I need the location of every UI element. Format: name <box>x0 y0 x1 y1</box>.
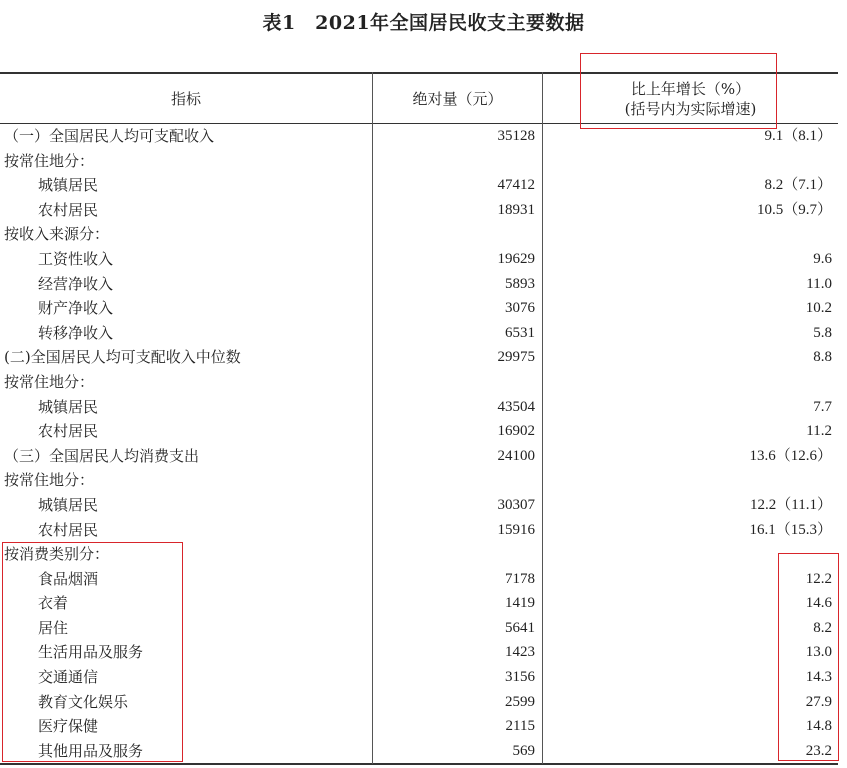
header-indicator: 指标 <box>170 89 201 108</box>
row-label: 衣着 <box>38 594 69 613</box>
table-row <box>0 468 838 493</box>
header-growth <box>543 74 838 123</box>
row-label: （一）全国居民人均可支配收入 <box>4 127 215 145</box>
row-growth: 13.6（12.6） <box>749 447 832 464</box>
row-label: 城镇居民 <box>38 176 99 195</box>
row-label: 农村居民 <box>38 422 99 441</box>
row-amount: 16902 <box>497 423 535 440</box>
table-row <box>0 149 838 174</box>
header-growth-line1: 比上年增长（%） <box>630 79 751 98</box>
row-label: 农村居民 <box>38 200 99 219</box>
table-row <box>0 198 838 223</box>
row-label: 按常住地分： <box>4 372 95 391</box>
table-row <box>0 616 838 641</box>
row-growth: 9.1（8.1） <box>764 128 832 144</box>
row-amount: 3156 <box>505 669 535 686</box>
row-growth: 11.0 <box>806 275 832 292</box>
table-row <box>0 419 838 444</box>
row-amount: 35128 <box>497 128 535 144</box>
row-growth: 9.6 <box>813 250 832 267</box>
row-amount: 1419 <box>505 595 535 612</box>
table-row <box>0 739 838 764</box>
row-label: 居住 <box>38 618 69 637</box>
table-row <box>0 321 838 346</box>
row-growth: 23.2 <box>805 742 832 759</box>
row-growth: 27.9 <box>805 693 832 710</box>
table-row <box>0 518 838 543</box>
table-row <box>0 493 838 518</box>
table-row <box>0 296 838 321</box>
table-row <box>0 173 838 198</box>
table-row <box>0 690 838 715</box>
row-label: 其他用品及服务 <box>38 741 144 760</box>
row-amount: 7178 <box>505 570 535 587</box>
row-growth: 16.1（15.3） <box>749 521 832 538</box>
row-growth: 10.2 <box>805 300 832 317</box>
table-row <box>0 640 838 665</box>
table-row <box>0 542 838 567</box>
table-row <box>0 714 838 739</box>
table-row <box>0 222 838 247</box>
row-amount: 15916 <box>497 521 535 538</box>
row-amount: 47412 <box>497 177 535 194</box>
row-amount: 1423 <box>505 644 535 661</box>
row-label: 城镇居民 <box>38 495 99 514</box>
row-label: 工资性收入 <box>38 249 114 268</box>
row-amount: 2115 <box>505 718 535 735</box>
row-amount: 43504 <box>497 398 535 415</box>
table-row <box>0 345 838 370</box>
table-row <box>0 272 838 297</box>
row-growth: 14.6 <box>805 595 832 612</box>
table-row <box>0 591 838 616</box>
row-label: 生活用品及服务 <box>38 643 144 662</box>
row-amount: 29975 <box>497 349 535 366</box>
row-growth: 8.8 <box>813 349 832 366</box>
row-growth: 12.2（11.1） <box>750 496 832 513</box>
table-row <box>0 124 838 149</box>
row-label: 按常住地分： <box>4 471 95 490</box>
row-label: 按消费类别分： <box>4 545 110 564</box>
row-amount: 3076 <box>505 300 535 317</box>
row-amount: 19629 <box>497 250 535 267</box>
row-amount: 5893 <box>505 275 535 292</box>
row-label: 经营净收入 <box>38 274 114 293</box>
row-label: 按收入来源分： <box>4 225 110 244</box>
row-growth: 14.3 <box>805 669 832 686</box>
row-label: 教育文化娱乐 <box>38 692 129 711</box>
header-growth-line2: (括号内为实际增速) <box>624 99 757 118</box>
table-body <box>0 124 838 763</box>
row-label: 交通通信 <box>38 668 99 687</box>
row-label: 转移净收入 <box>38 323 114 342</box>
row-amount: 5641 <box>505 619 535 636</box>
row-growth: 11.2 <box>806 423 832 440</box>
row-label: 农村居民 <box>38 520 99 539</box>
row-amount: 2599 <box>505 693 535 710</box>
row-amount: 6531 <box>505 324 535 341</box>
table-title: 表1 2021年全国居民收支主要数据 <box>262 12 585 34</box>
row-label: 按常住地分： <box>4 151 95 170</box>
row-label: 城镇居民 <box>38 397 99 416</box>
table-row <box>0 247 838 272</box>
row-growth: 8.2 <box>813 619 832 636</box>
table-row <box>0 567 838 592</box>
row-label: (二)全国居民人均可支配收入中位数 <box>4 348 241 367</box>
row-amount: 24100 <box>497 447 535 464</box>
row-amount: 569 <box>512 742 535 759</box>
table-row <box>0 665 838 690</box>
row-growth: 12.2 <box>805 570 832 587</box>
row-label: （三）全国居民人均消费支出 <box>4 446 200 465</box>
row-growth: 7.7 <box>813 398 832 415</box>
row-amount: 18931 <box>497 201 535 218</box>
row-growth: 5.8 <box>813 324 832 341</box>
row-label: 医疗保健 <box>38 717 99 736</box>
table-row <box>0 370 838 395</box>
row-amount: 30307 <box>497 496 535 513</box>
header-amount: 绝对量（元） <box>412 89 503 108</box>
row-label: 财产净收入 <box>38 299 114 318</box>
row-growth: 14.8 <box>805 718 832 735</box>
table-row <box>0 444 838 469</box>
row-growth: 10.5（9.7） <box>756 201 832 218</box>
row-label: 食品烟酒 <box>38 569 99 588</box>
table-row <box>0 395 838 420</box>
row-growth: 8.2（7.1） <box>764 177 832 194</box>
row-growth: 13.0 <box>805 644 832 661</box>
